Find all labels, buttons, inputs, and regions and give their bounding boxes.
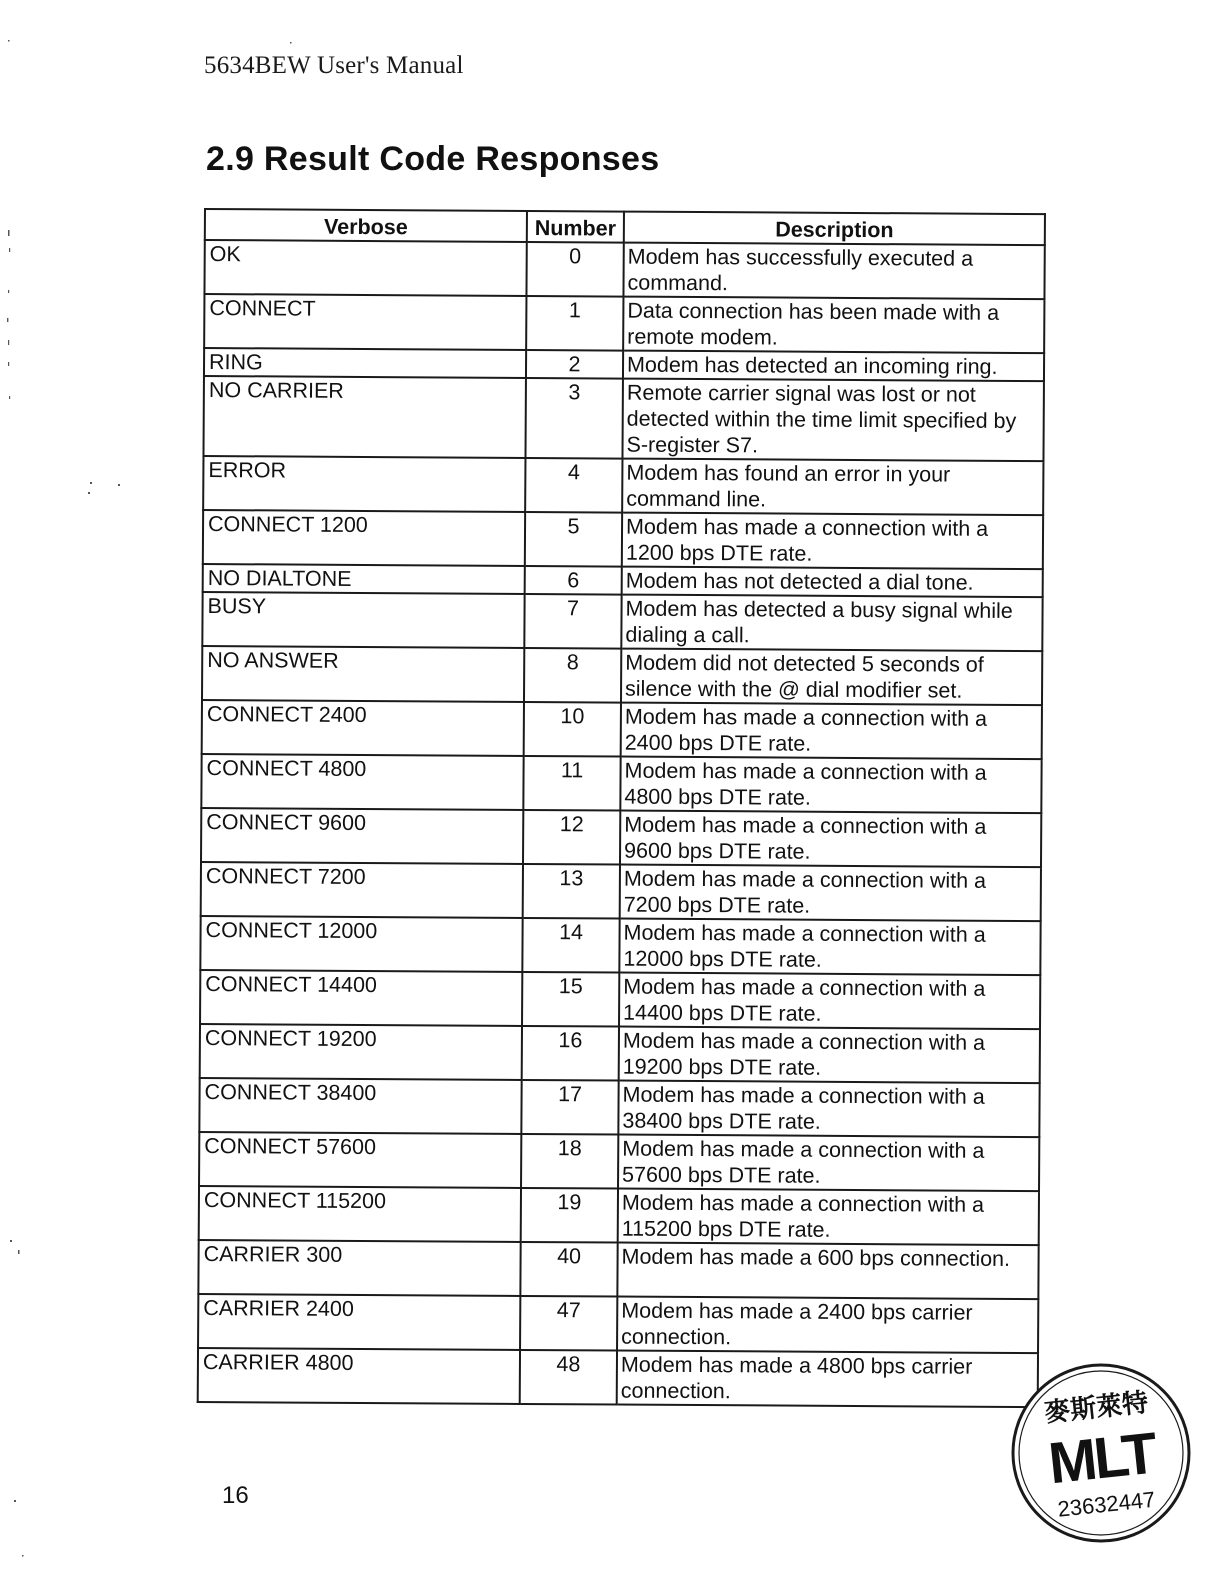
number-cell: 2 bbox=[526, 350, 623, 379]
description-cell: Modem has made a 4800 bps carrier connection. bbox=[617, 1351, 1038, 1408]
description-cell: Remote carrier signal was lost or not detected within the time limit specified by S-register S7. bbox=[622, 379, 1043, 462]
table-row bbox=[203, 510, 1043, 569]
table-row bbox=[202, 592, 1042, 651]
verbose-cell: CONNECT 38400 bbox=[199, 1078, 521, 1134]
table-row bbox=[199, 1186, 1039, 1245]
description-cell: Modem has detected a busy signal while dialing a call. bbox=[621, 595, 1042, 652]
table-row bbox=[201, 808, 1041, 867]
number-cell: 40 bbox=[520, 1242, 617, 1297]
column-header-description: Description bbox=[624, 212, 1045, 246]
verbose-cell: CONNECT 4800 bbox=[201, 754, 523, 810]
number-cell: 0 bbox=[526, 242, 623, 297]
table-row bbox=[202, 700, 1042, 759]
number-cell: 11 bbox=[523, 756, 620, 811]
table-row bbox=[201, 754, 1041, 813]
column-header-number: Number bbox=[527, 211, 624, 243]
number-cell: 16 bbox=[522, 1026, 619, 1081]
description-cell: Modem has made a connection with a 4800 bps DTE rate. bbox=[620, 757, 1041, 814]
column-header-verbose: Verbose bbox=[205, 209, 527, 242]
number-cell: 12 bbox=[523, 810, 620, 865]
verbose-cell: CONNECT bbox=[204, 294, 526, 350]
table-row bbox=[200, 1024, 1040, 1083]
number-cell: 4 bbox=[525, 458, 622, 513]
stamp-chinese-text: 麥斯萊特 bbox=[1043, 1387, 1150, 1429]
table-row bbox=[200, 916, 1040, 975]
verbose-cell: CONNECT 7200 bbox=[201, 862, 523, 918]
stamp-logo-text: MLT bbox=[1045, 1420, 1158, 1497]
number-cell: 3 bbox=[525, 378, 622, 459]
table-row bbox=[198, 1240, 1038, 1299]
number-cell: 10 bbox=[524, 702, 621, 757]
description-cell: Modem has found an error in your command line. bbox=[622, 459, 1043, 516]
stamp-phone-text: 23632447 bbox=[1056, 1486, 1157, 1522]
description-cell: Modem has made a connection with a 19200 bps DTE rate. bbox=[619, 1027, 1040, 1084]
description-cell: Modem has made a connection with a 7200 bps DTE rate. bbox=[620, 865, 1041, 922]
table-row bbox=[204, 294, 1044, 353]
verbose-cell: CONNECT 19200 bbox=[200, 1024, 522, 1080]
number-cell: 5 bbox=[525, 512, 622, 567]
number-cell: 17 bbox=[521, 1080, 618, 1135]
number-cell: 14 bbox=[522, 918, 619, 973]
number-cell: 8 bbox=[524, 648, 621, 703]
section-title: 2.9 Result Code Responses bbox=[206, 140, 660, 178]
number-cell: 48 bbox=[520, 1350, 617, 1405]
description-cell: Data connection has been made with a remote modem. bbox=[623, 297, 1044, 354]
description-cell: Modem did not detected 5 seconds of silence with the @ dial modifier set. bbox=[621, 649, 1042, 706]
description-cell: Modem has made a connection with a 57600 bps DTE rate. bbox=[618, 1135, 1039, 1192]
description-cell: Modem has made a connection with a 2400 bps DTE rate. bbox=[621, 703, 1042, 760]
verbose-cell: CARRIER 300 bbox=[198, 1240, 520, 1296]
number-cell: 6 bbox=[525, 566, 622, 595]
verbose-cell: CONNECT 14400 bbox=[200, 970, 522, 1026]
running-header: 5634BEW User's Manual bbox=[204, 52, 464, 79]
table-row bbox=[199, 1132, 1039, 1191]
description-cell: Modem has made a 2400 bps carrier connection. bbox=[617, 1297, 1038, 1354]
verbose-cell: CONNECT 9600 bbox=[201, 808, 523, 864]
verbose-cell: BUSY bbox=[202, 592, 524, 648]
table-row bbox=[200, 970, 1040, 1029]
verbose-cell: CONNECT 115200 bbox=[199, 1186, 521, 1242]
table-row bbox=[203, 456, 1043, 515]
mlt-stamp-seal bbox=[1008, 1360, 1194, 1546]
table-row bbox=[199, 1078, 1039, 1137]
verbose-cell: CONNECT 57600 bbox=[199, 1132, 521, 1188]
verbose-cell: CONNECT 2400 bbox=[202, 700, 524, 756]
table-row bbox=[198, 1294, 1038, 1353]
table-header-row bbox=[205, 209, 1045, 245]
description-cell: Modem has made a connection with a 9600 bps DTE rate. bbox=[620, 811, 1041, 868]
description-cell: Modem has made a 600 bps connection. bbox=[617, 1243, 1038, 1300]
result-code-table bbox=[197, 208, 1046, 1408]
verbose-cell: CARRIER 4800 bbox=[198, 1348, 520, 1404]
description-cell: Modem has detected an incoming ring. bbox=[623, 351, 1044, 382]
table-row bbox=[198, 1348, 1038, 1407]
number-cell: 19 bbox=[521, 1188, 618, 1243]
page-number: 16 bbox=[222, 1482, 249, 1509]
result-code-table-wrapper bbox=[197, 208, 1044, 1408]
description-cell: Modem has made a connection with a 38400 bps DTE rate. bbox=[618, 1081, 1039, 1138]
description-cell: Modem has not detected a dial tone. bbox=[622, 567, 1043, 598]
verbose-cell: ERROR bbox=[203, 456, 525, 512]
verbose-cell: NO DIALTONE bbox=[203, 564, 525, 594]
number-cell: 1 bbox=[526, 296, 623, 351]
table-row bbox=[204, 240, 1044, 299]
verbose-cell: CONNECT 1200 bbox=[203, 510, 525, 566]
table-row bbox=[202, 646, 1042, 705]
number-cell: 7 bbox=[524, 594, 621, 649]
verbose-cell: CONNECT 12000 bbox=[200, 916, 522, 972]
table-row bbox=[201, 862, 1041, 921]
number-cell: 15 bbox=[522, 972, 619, 1027]
description-cell: Modem has made a connection with a 14400 bps DTE rate. bbox=[619, 973, 1040, 1030]
verbose-cell: NO CARRIER bbox=[203, 376, 525, 458]
verbose-cell: NO ANSWER bbox=[202, 646, 524, 702]
verbose-cell: OK bbox=[204, 240, 526, 296]
verbose-cell: CARRIER 2400 bbox=[198, 1294, 520, 1350]
number-cell: 47 bbox=[520, 1296, 617, 1351]
number-cell: 13 bbox=[523, 864, 620, 919]
description-cell: Modem has made a connection with a 115200 bps DTE rate. bbox=[618, 1189, 1039, 1246]
verbose-cell: RING bbox=[204, 348, 526, 378]
description-cell: Modem has made a connection with a 1200 bps DTE rate. bbox=[622, 513, 1043, 570]
table-row bbox=[203, 376, 1043, 461]
number-cell: 18 bbox=[521, 1134, 618, 1189]
description-cell: Modem has made a connection with a 12000 bps DTE rate. bbox=[619, 919, 1040, 976]
description-cell: Modem has successfully executed a command. bbox=[623, 243, 1044, 300]
